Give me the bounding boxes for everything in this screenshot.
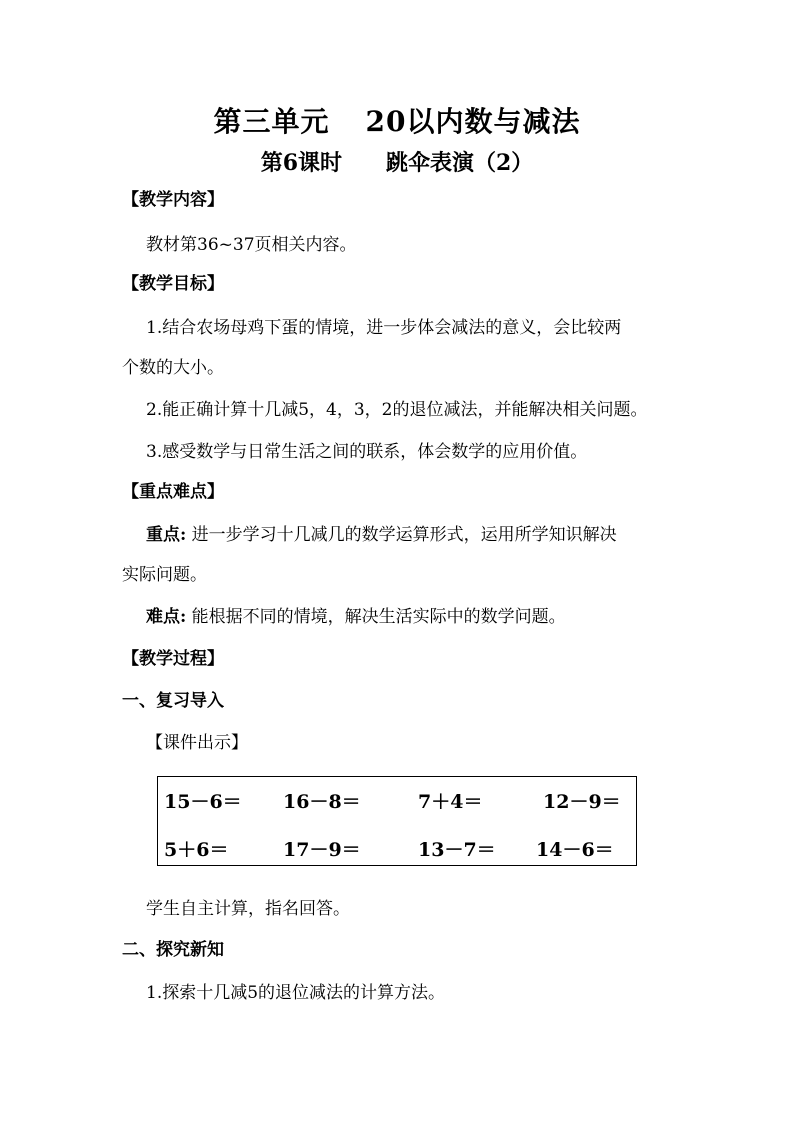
- key-point-text-a: 进一步学习十几减几的数学运算形式，运用所学知识解决: [186, 525, 617, 545]
- unit-title-left: 第三单元: [213, 105, 330, 138]
- calc-cell: 5＋6＝: [164, 839, 229, 861]
- key-point-line-a: [146, 523, 706, 547]
- calc-cell: 16－8＝: [283, 791, 361, 813]
- goal-3: 3.感受数学与日常生活之间的联系，体会数学的应用价值。: [146, 442, 588, 462]
- calc-cell: 7＋4＝: [418, 791, 483, 813]
- calc-cell: 13－7＝: [418, 839, 496, 861]
- content-text: 教材第36~37页相关内容。: [146, 235, 357, 255]
- goal-1-line-a: 1.结合农场母鸡下蛋的情境，进一步体会减法的意义，会比较两: [146, 318, 622, 338]
- lesson-subtitle-right: 跳伞表演（2）: [386, 150, 534, 176]
- step-2-heading: 二、探究新知: [122, 940, 224, 960]
- difficulty-label: 难点:: [146, 607, 187, 627]
- goal-1-line-b: 个数的大小。: [122, 358, 224, 378]
- lesson-subtitle: [0, 146, 794, 177]
- section-heading-process: 【教学过程】: [122, 649, 224, 669]
- calculation-table: [157, 776, 637, 866]
- calc-cell: 12－9＝: [543, 791, 621, 813]
- courseware-label: 【课件出示】: [146, 733, 248, 753]
- key-point-label: 重点:: [146, 525, 187, 545]
- explore-1: 1.探索十几减5的退位减法的计算方法。: [146, 983, 446, 1003]
- difficulty-text: 能根据不同的情境，解决生活实际中的数学问题。: [186, 607, 566, 627]
- lesson-subtitle-left: 第6课时: [260, 150, 342, 176]
- goal-2: 2.能正确计算十几减5，4，3，2的退位减法，并能解决相关问题。: [146, 400, 648, 420]
- section-heading-content: 【教学内容】: [122, 190, 224, 210]
- student-calc-text: 学生自主计算，指名回答。: [146, 899, 350, 919]
- key-point-line-b: 实际问题。: [122, 565, 207, 585]
- difficulty-line: [146, 605, 706, 629]
- calc-cell: 15－6＝: [164, 791, 242, 813]
- unit-title: [0, 100, 794, 140]
- step-1-heading: 一、复习导入: [122, 691, 224, 711]
- calc-cell: 14－6＝: [536, 839, 614, 861]
- unit-title-right: 20以内数与减法: [365, 105, 581, 138]
- section-heading-key-points: 【重点难点】: [122, 482, 224, 502]
- calc-cell: 17－9＝: [283, 839, 361, 861]
- section-heading-goals: 【教学目标】: [122, 274, 224, 294]
